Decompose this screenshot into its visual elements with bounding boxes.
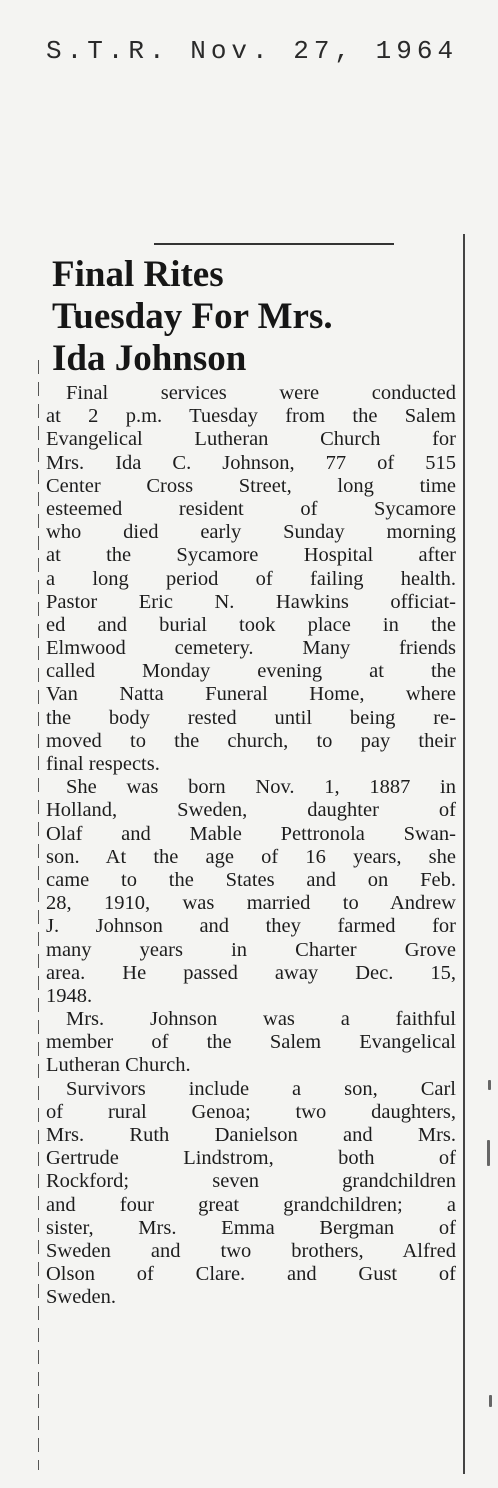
top-divider-rule — [154, 243, 394, 245]
body-line: area. He passed away Dec. 15, — [46, 961, 456, 984]
body-line: at the Sycamore Hospital after — [46, 544, 456, 567]
body-line: sister, Mrs. Emma Bergman of — [46, 1216, 456, 1239]
body-line: ed and burial took place in the — [46, 613, 456, 636]
body-line: Final services were conducted — [66, 382, 456, 404]
clipping-date-stamp: S.T.R. Nov. 27, 1964 — [46, 36, 459, 66]
body-line: final respects. — [46, 753, 160, 775]
body-line: esteemed resident of Sycamore — [46, 497, 456, 520]
body-line: moved to the church, to pay their — [46, 729, 456, 752]
body-line: Sweden and two brothers, Alfred — [46, 1239, 456, 1262]
body-line: Evangelical Lutheran Church for — [46, 428, 456, 451]
headline-line-1: Final Rites — [52, 254, 224, 295]
body-line: Pastor Eric N. Hawkins officiat- — [46, 590, 456, 613]
body-line: Holland, Sweden, daughter of — [46, 799, 456, 822]
scan-speck — [487, 1140, 490, 1166]
body-line: Center Cross Street, long time — [46, 474, 456, 497]
body-line: at 2 p.m. Tuesday from the Salem — [46, 405, 456, 428]
paragraph-survivors — [46, 1078, 456, 1310]
body-line: of rural Genoa; two daughters, — [46, 1100, 456, 1123]
body-line: J. Johnson and they farmed for — [46, 915, 456, 938]
body-line: many years in Charter Grove — [46, 938, 456, 961]
body-line: Mrs. Johnson was a faithful — [66, 1008, 456, 1031]
scan-speck — [488, 1080, 491, 1090]
paragraph-church-membership — [46, 1008, 456, 1078]
body-line: son. At the age of 16 years, she — [46, 845, 456, 868]
body-line: Gertrude Lindstrom, both of — [46, 1147, 456, 1170]
body-line: She was born Nov. 1, 1887 in — [66, 776, 456, 799]
newspaper-clipping — [38, 230, 458, 1480]
body-line: and four great grandchildren; a — [46, 1193, 456, 1216]
body-line: Lutheran Church. — [46, 1054, 191, 1077]
headline-line-2: Tuesday For Mrs. — [52, 296, 333, 337]
body-line: called Monday evening at the — [46, 660, 456, 683]
body-line: who died early Sunday morning — [46, 521, 456, 544]
clipping-cut-edge — [38, 360, 39, 1470]
body-line: 1948. — [46, 984, 93, 1007]
body-line: Mrs. Ruth Danielson and Mrs. — [46, 1124, 456, 1146]
article-body — [46, 382, 456, 1310]
column-divider-rule — [463, 234, 465, 1474]
body-line: Sweden. — [46, 1286, 117, 1309]
body-line: Elmwood cemetery. Many friends — [46, 637, 456, 660]
body-line: Survivors include a son, Carl — [66, 1077, 456, 1100]
body-line: Olaf and Mable Pettronola Swan- — [46, 822, 456, 845]
body-line: came to the States and on Feb. — [46, 868, 456, 891]
body-line: Van Natta Funeral Home, where — [46, 683, 456, 706]
body-line: Olson of Clare. and Gust of — [46, 1263, 456, 1286]
paragraph-biography — [46, 776, 456, 1008]
body-line: member of the Salem Evangelical — [46, 1031, 456, 1054]
scan-edge-specks — [482, 0, 498, 1488]
body-line: Rockford; seven grandchildren — [46, 1170, 456, 1193]
headline-line-3: Ida Johnson — [52, 338, 247, 379]
scan-speck — [489, 1395, 492, 1407]
body-line: a long period of failing health. — [46, 567, 456, 590]
body-line: 28, 1910, was married to Andrew — [46, 892, 456, 915]
body-line: Mrs. Ida C. Johnson, 77 of 515 — [46, 451, 456, 474]
body-line: the body rested until being re- — [46, 706, 456, 729]
article-headline — [52, 254, 452, 380]
paragraph-services — [46, 382, 456, 776]
